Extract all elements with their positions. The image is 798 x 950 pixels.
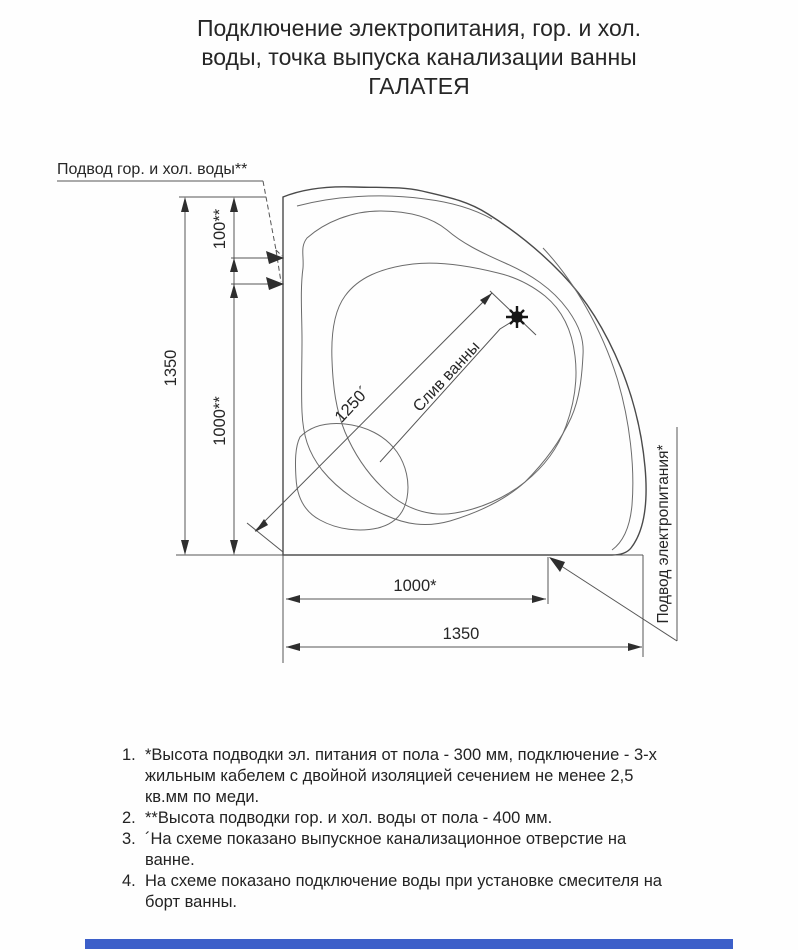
bath-seat-pocket bbox=[295, 424, 408, 530]
arrow-water-inlet-upper bbox=[266, 251, 284, 264]
title-line-3: ГАЛАТЕЯ bbox=[368, 73, 470, 99]
arrow-1350-bottom bbox=[181, 540, 189, 555]
bath-shell-top-line bbox=[297, 196, 492, 219]
bottom-scrollbar[interactable] bbox=[85, 939, 733, 949]
note-text: **Высота подводки гор. и хол. воды от пола - 400 мм. bbox=[145, 809, 553, 827]
water-leader bbox=[263, 181, 282, 282]
note-number: 1. bbox=[122, 746, 136, 764]
arrow-b1000-right bbox=[532, 595, 546, 603]
bath-outer-edge bbox=[283, 187, 646, 555]
ext-line-diag-corner bbox=[247, 523, 283, 552]
bath-outline bbox=[283, 187, 646, 555]
dim-bottom-total: 1350 bbox=[442, 625, 480, 643]
note-item-1 bbox=[122, 745, 667, 808]
arrow-100-top bbox=[230, 197, 238, 212]
arrow-1350-top bbox=[181, 197, 189, 212]
bath-bowl-contour bbox=[332, 263, 576, 514]
note-text: На схеме показано подключение воды при установке смесителя на борт ванны. bbox=[145, 872, 662, 911]
label-water-supply: Подвод гор. и хол. воды** bbox=[57, 161, 248, 178]
bath-rim-contour bbox=[301, 211, 583, 525]
dimension-texts bbox=[57, 161, 672, 643]
note-item-2 bbox=[122, 808, 667, 829]
title-line-1: Подключение электропитания, гор. и хол. bbox=[196, 15, 642, 41]
bath-inner-contours bbox=[295, 196, 632, 550]
note-text: *Высота подводки эл. питания от пола - 300 мм, подключение - 3-х жильным кабелем с двойной изоляцией сечением не менее 2,5 кв.мм по меди. bbox=[145, 746, 657, 806]
dim-water-gap: 100** bbox=[211, 208, 229, 250]
arrow-water-inlet-lower bbox=[266, 277, 284, 290]
dim-line-diag-1250 bbox=[255, 293, 492, 531]
dim-left-water: 1000** bbox=[211, 396, 229, 446]
note-number: 2. bbox=[122, 809, 136, 827]
note-item-4 bbox=[122, 871, 667, 913]
arrow-1000-bottom bbox=[230, 540, 238, 555]
dim-bottom-power: 1000* bbox=[393, 577, 437, 595]
title-line-2: воды, точка выпуска канализации ванны bbox=[201, 44, 637, 70]
arrow-b1000-left bbox=[286, 595, 300, 603]
note-number: 3. bbox=[122, 830, 136, 848]
arrow-power-point bbox=[549, 557, 565, 572]
dim-diag-drain: 1250´ bbox=[331, 383, 374, 427]
note-item-3 bbox=[122, 829, 667, 871]
arrow-b1350-right bbox=[628, 643, 642, 651]
arrow-100-upper-tick bbox=[230, 258, 238, 272]
arrow-b1350-left bbox=[286, 643, 300, 651]
bath-shell-right-line bbox=[543, 248, 633, 550]
arrow-1000-top bbox=[230, 284, 238, 298]
label-power-supply: Подвод электропитания* bbox=[655, 444, 672, 624]
note-text: ´На схеме показано выпускное канализационное отверстие на ванне. bbox=[145, 830, 627, 869]
dim-left-total: 1350 bbox=[162, 349, 180, 387]
drain-leader bbox=[380, 321, 513, 462]
note-number: 4. bbox=[122, 872, 136, 890]
leader-lines bbox=[57, 181, 677, 641]
notes-list bbox=[122, 745, 667, 913]
arrow-1250-lower bbox=[255, 519, 268, 532]
label-drain: Слив ванны bbox=[410, 338, 484, 416]
